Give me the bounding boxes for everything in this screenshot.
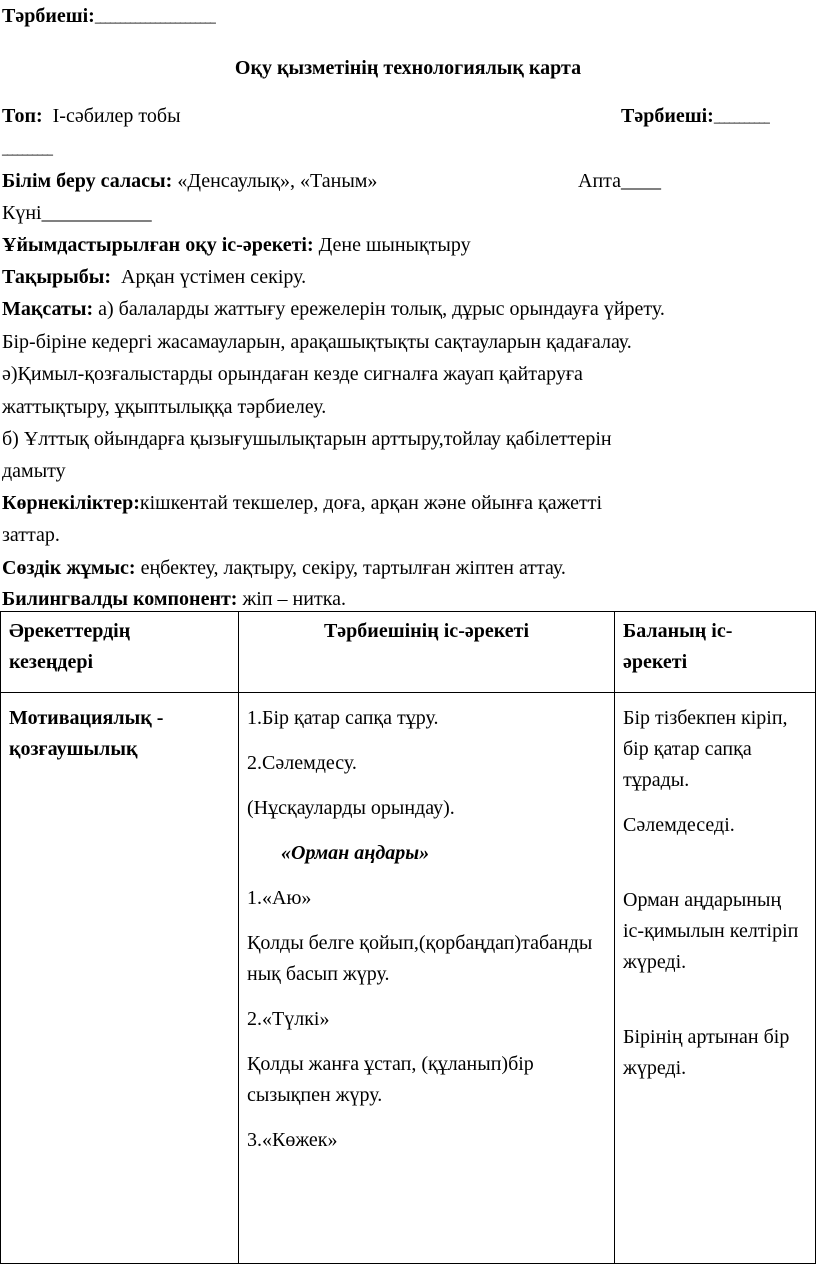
bilingual-value: жіп – нитка. xyxy=(242,588,346,610)
header-teacher: Тәрбиешінің іс-әрекеті xyxy=(239,612,615,693)
bilingual-line xyxy=(2,587,346,611)
topic-value: Арқан үстімен секіру. xyxy=(121,266,307,288)
group-educator-blank-cont: __________ xyxy=(2,143,52,157)
activity-value: Дене шынықтыру xyxy=(318,234,471,256)
group-educator-label: Тәрбиеші: xyxy=(621,105,714,127)
teacher-step: 2.Сәлемдесу. xyxy=(247,752,357,774)
goals-line-1: Мақсаты: а) балаларды жаттығу ережелерін толық, дұрыс орындауға үйрету. xyxy=(2,298,665,320)
stage-cell: Мотивациялық - қозғаушылық xyxy=(1,693,239,1264)
table-header-row xyxy=(1,612,816,693)
child-action: Бірінің артынан бір жүреді. xyxy=(623,1026,790,1079)
document-title: Оқу қызметінің технологиялық карта xyxy=(234,57,582,79)
day-field: Күні___________ xyxy=(2,202,152,224)
header-child: Баланың іс- әрекеті xyxy=(615,612,816,693)
group-label: Топ: xyxy=(2,105,43,127)
goals-line-3: ә)Қимыл-қозғалыстарды орындаған кезде сигналға жауап қайтаруға xyxy=(2,363,583,385)
topic-label: Тақырыбы: xyxy=(2,266,111,288)
child-action: Орман аңдарының іс-қимылын келтіріп жүреді. xyxy=(623,889,799,973)
group-value: І-сәбилер тобы xyxy=(52,105,181,127)
visuals-line xyxy=(2,491,602,515)
bilingual-label: Билингвалды компонент: xyxy=(2,588,238,610)
week-field: Апта____ xyxy=(578,170,662,192)
group-line xyxy=(2,104,181,128)
activity-table xyxy=(0,611,816,1264)
teacher-step: Қолды белге қойып,(қорбаңдап)табанды нық басып жүру. xyxy=(247,932,593,985)
teacher-cell xyxy=(239,693,615,1264)
vocab-label: Сөздік жұмыс: xyxy=(2,557,136,579)
topic-line xyxy=(2,265,306,289)
field-value: «Денсаулық», «Таным» xyxy=(177,170,378,192)
group-educator xyxy=(621,104,769,130)
teacher-step: 1.«Аю» xyxy=(247,887,312,909)
teacher-step: Қолды жанға ұстап, (құланып)бір сызықпен жүру. xyxy=(247,1053,534,1106)
child-cell xyxy=(615,693,816,1264)
visuals-line-cont: заттар. xyxy=(2,524,60,546)
educator-blank: ________________________ xyxy=(94,11,215,25)
table-row xyxy=(1,693,816,1264)
visuals-value: кішкентай текшелер, доға, арқан және ойынға қажетті xyxy=(139,492,603,514)
educator-label: Тәрбиеші: xyxy=(2,5,95,27)
goals-line-4: жаттықтыру, ұқыптылыққа тәрбиелеу. xyxy=(2,396,327,418)
goals-line-2: Бір-біріне кедергі жасамауларын, арақашықтықты сақтауларын қадағалау. xyxy=(2,331,632,353)
visuals-label: Көрнекіліктер: xyxy=(2,492,140,514)
vocab-line xyxy=(2,556,566,580)
header-stages: Әрекеттердің кезеңдері xyxy=(1,612,239,693)
teacher-step: 3.«Көжек» xyxy=(247,1129,338,1151)
game-title: «Орман аңдары» xyxy=(281,842,430,864)
goals-line-5: б) Ұлттық ойындарға қызығушылықтарын арттыру,тойлау қабілеттерін xyxy=(2,428,612,450)
teacher-step: 1.Бір қатар сапқа тұру. xyxy=(247,707,439,729)
activity-line xyxy=(2,233,471,257)
goals-line-6: дамыту xyxy=(2,460,66,482)
child-action: Бір тізбекпен кіріп, бір қатар сапқа тұрады. xyxy=(623,707,788,791)
field-label: Білім беру саласы: xyxy=(2,170,173,192)
activity-label: Ұйымдастырылған оқу іс-әрекеті: xyxy=(2,234,314,256)
vocab-value: еңбектеу, лақтыру, секіру, тартылған жіптен аттау. xyxy=(140,557,566,579)
group-educator-blank: ___________ xyxy=(713,111,769,125)
teacher-step: (Нұсқауларды орындау). xyxy=(247,797,455,819)
goals-label: Мақсаты: xyxy=(2,298,94,320)
field-line xyxy=(2,169,377,193)
teacher-step: 2.«Түлкі» xyxy=(247,1008,330,1030)
child-action: Сәлемдеседі. xyxy=(623,814,735,836)
educator-header xyxy=(2,4,215,30)
